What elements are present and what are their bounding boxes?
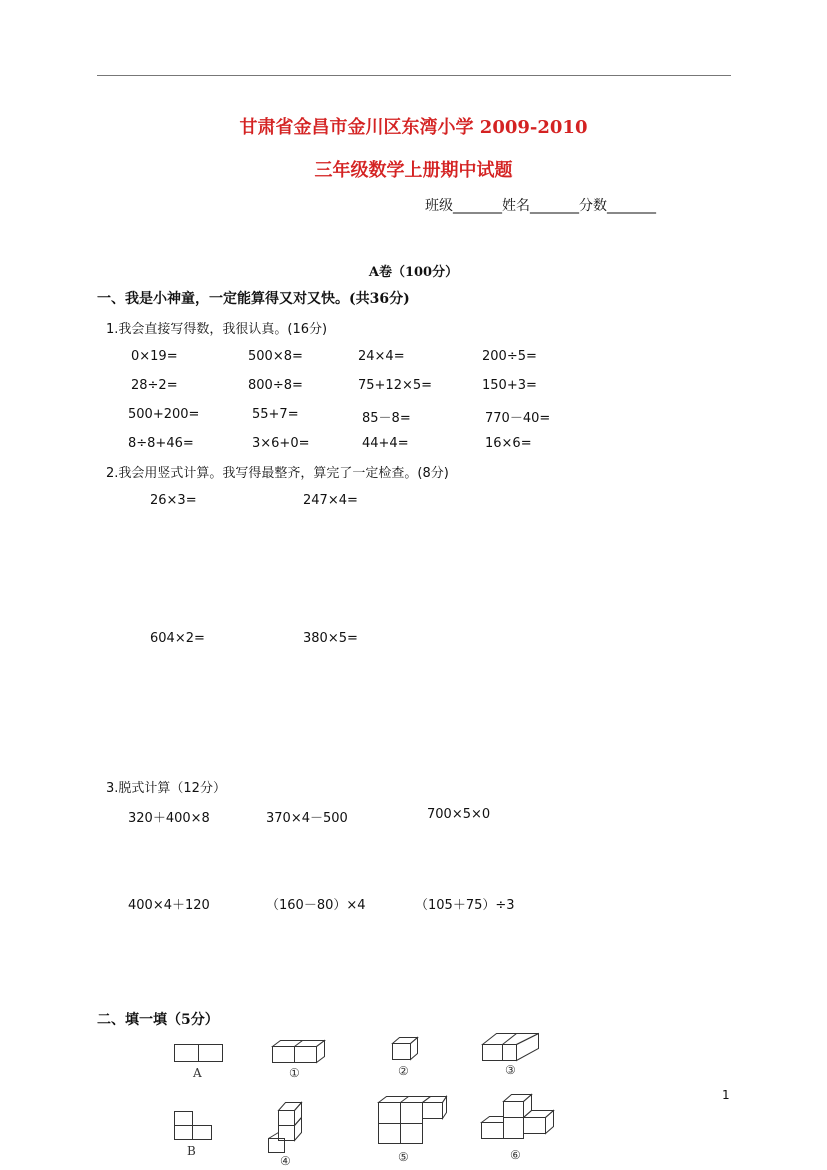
q1-item: 44+4=: [362, 436, 409, 451]
q1-item: 0×19=: [131, 349, 178, 364]
q3-item: 320＋400×8: [128, 811, 210, 826]
cube-figure-3: [482, 1033, 542, 1063]
q2-item: 380×5=: [303, 631, 358, 646]
section-1-heading: 一、我是小神童，一定能算得又对又快。(共36分): [97, 291, 410, 307]
paper-subtitle: A卷（100分）: [368, 265, 459, 280]
question-1-title: 1.我会直接写得数，我很认真。(16分): [106, 322, 328, 337]
top-rule: [97, 75, 731, 76]
view-b-figure: [174, 1111, 214, 1141]
figure-label: ①: [289, 1066, 300, 1080]
title-line-1: 甘肃省金昌市金川区东湾小学 2009-2010: [239, 117, 588, 138]
cube-figure-4: [268, 1102, 308, 1154]
title-line-2: 三年级数学上册期中试题: [314, 160, 513, 181]
q1-item: 16×6=: [485, 436, 532, 451]
figure-label: ③: [505, 1063, 516, 1077]
cube-figure-5: [378, 1096, 450, 1146]
student-info-line: 班级_______姓名_______分数_______: [425, 198, 656, 214]
q1-item: 75+12×5=: [358, 378, 433, 393]
page-number: 1: [722, 1088, 730, 1102]
q1-item: 500+200=: [128, 407, 200, 422]
figure-label: ⑥: [510, 1148, 521, 1162]
q3-item: （105＋75）÷3: [415, 898, 515, 913]
q1-item: 24×4=: [358, 349, 405, 364]
q1-item: 85－8=: [362, 411, 411, 426]
question-2-title: 2.我会用竖式计算。我写得最整齐，算完了一定检查。(8分): [106, 466, 449, 481]
q1-item: 200÷5=: [482, 349, 537, 364]
view-a-figure: [174, 1044, 224, 1064]
question-3-title: 3.脱式计算（12分）: [106, 781, 226, 796]
q1-item: 8÷8+46=: [128, 436, 194, 451]
q3-item: 400×4＋120: [128, 898, 210, 913]
figure-label: ②: [398, 1064, 409, 1078]
figure-label: A: [193, 1066, 202, 1080]
figure-label: ④: [280, 1154, 291, 1168]
q1-item: 55+7=: [252, 407, 299, 422]
q1-item: 28÷2=: [131, 378, 178, 393]
cube-figure-2: [392, 1037, 422, 1061]
q1-item: 150+3=: [482, 378, 537, 393]
q1-item: 500×8=: [248, 349, 303, 364]
q3-item: （160－80）×4: [266, 898, 366, 913]
cube-figure-1: [272, 1040, 328, 1064]
q3-item: 700×5×0: [427, 807, 491, 822]
q1-item: 3×6+0=: [252, 436, 310, 451]
q1-item: 770－40=: [485, 411, 551, 426]
q3-item: 370×4－500: [266, 811, 348, 826]
q2-item: 247×4=: [303, 493, 358, 508]
figure-label: B: [187, 1144, 196, 1158]
q2-item: 604×2=: [150, 631, 205, 646]
q2-item: 26×3=: [150, 493, 197, 508]
q1-item: 800÷8=: [248, 378, 303, 393]
figure-label: ⑤: [398, 1150, 409, 1164]
cube-figure-6: [481, 1094, 561, 1142]
section-2-heading: 二、填一填（5分）: [97, 1012, 219, 1028]
